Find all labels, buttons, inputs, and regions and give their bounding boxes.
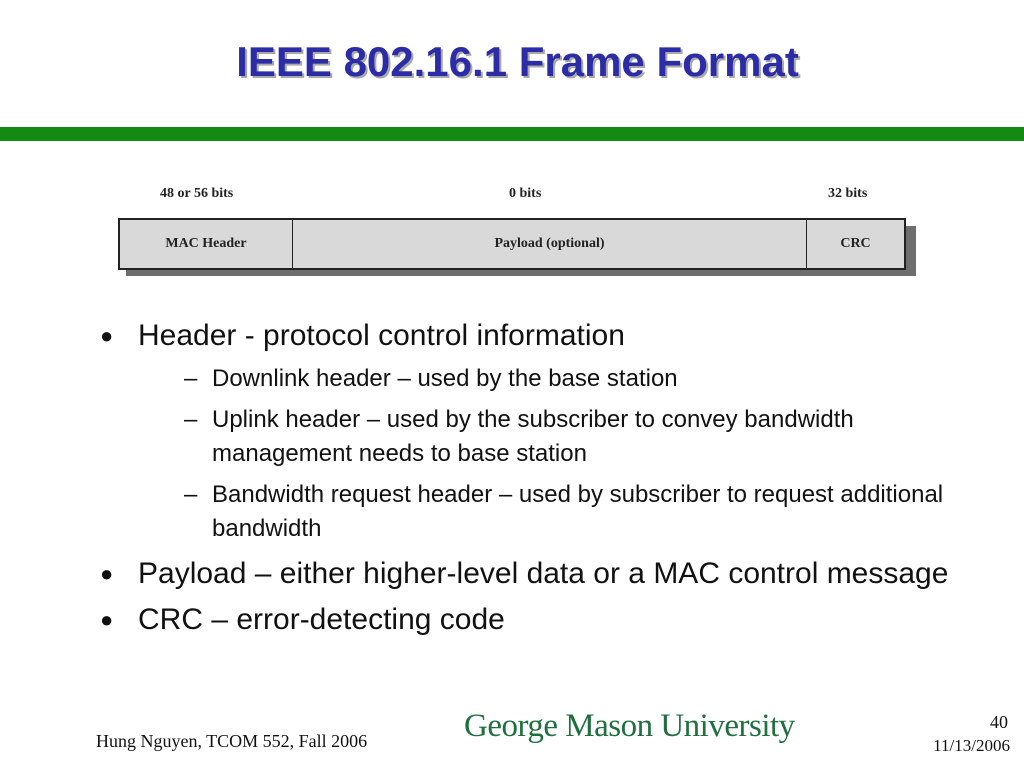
university-logo: George Mason University [464,708,795,744]
bullet-text: Payload – either higher-level data or a MAC control message [138,557,949,590]
payload-field: Payload (optional) [293,220,807,268]
crc-bits-label: 32 bits [828,186,868,201]
title-divider [0,127,1024,141]
bullet-header [100,318,980,354]
footer-date: 11/13/2006 [933,736,1010,755]
bullet-dot-icon: ● [100,607,114,632]
frame-box [118,218,906,270]
crc-field: CRC [840,236,871,251]
dash-icon: – [184,481,198,508]
sub-bullet-bandwidth-request [184,478,980,546]
dash-icon: – [184,365,198,392]
sub-bullet-text: Downlink header – used by the base station [212,365,678,392]
bullet-list [100,318,980,638]
sub-bullet-downlink [184,362,980,396]
footer-author: Hung Nguyen, TCOM 552, Fall 2006 [96,731,368,751]
dash-icon: – [184,406,198,433]
page-number: 40 [990,712,1008,732]
bullet-payload [100,556,980,592]
bullet-dot-icon: ● [100,323,114,348]
bullet-dot-icon: ● [100,561,114,586]
mac-header-bits-label: 48 or 56 bits [160,186,234,201]
slide-title: IEEE 802.16.1 Frame Format [236,38,799,85]
bullet-text: Header - protocol control information [138,319,625,352]
sub-bullet-text: Uplink header – used by the subscriber to convey bandwidth management needs to base station [212,406,854,467]
sub-bullet-text: Bandwidth request header – used by subscriber to request additional bandwidth [212,481,944,542]
bullet-text: CRC – error-detecting code [138,603,505,636]
payload-bits-label: 0 bits [509,186,542,201]
bullet-crc [100,602,980,638]
mac-header-field: MAC Header [120,220,293,268]
sub-bullet-uplink [184,403,980,471]
frame-format-diagram [0,175,1024,295]
